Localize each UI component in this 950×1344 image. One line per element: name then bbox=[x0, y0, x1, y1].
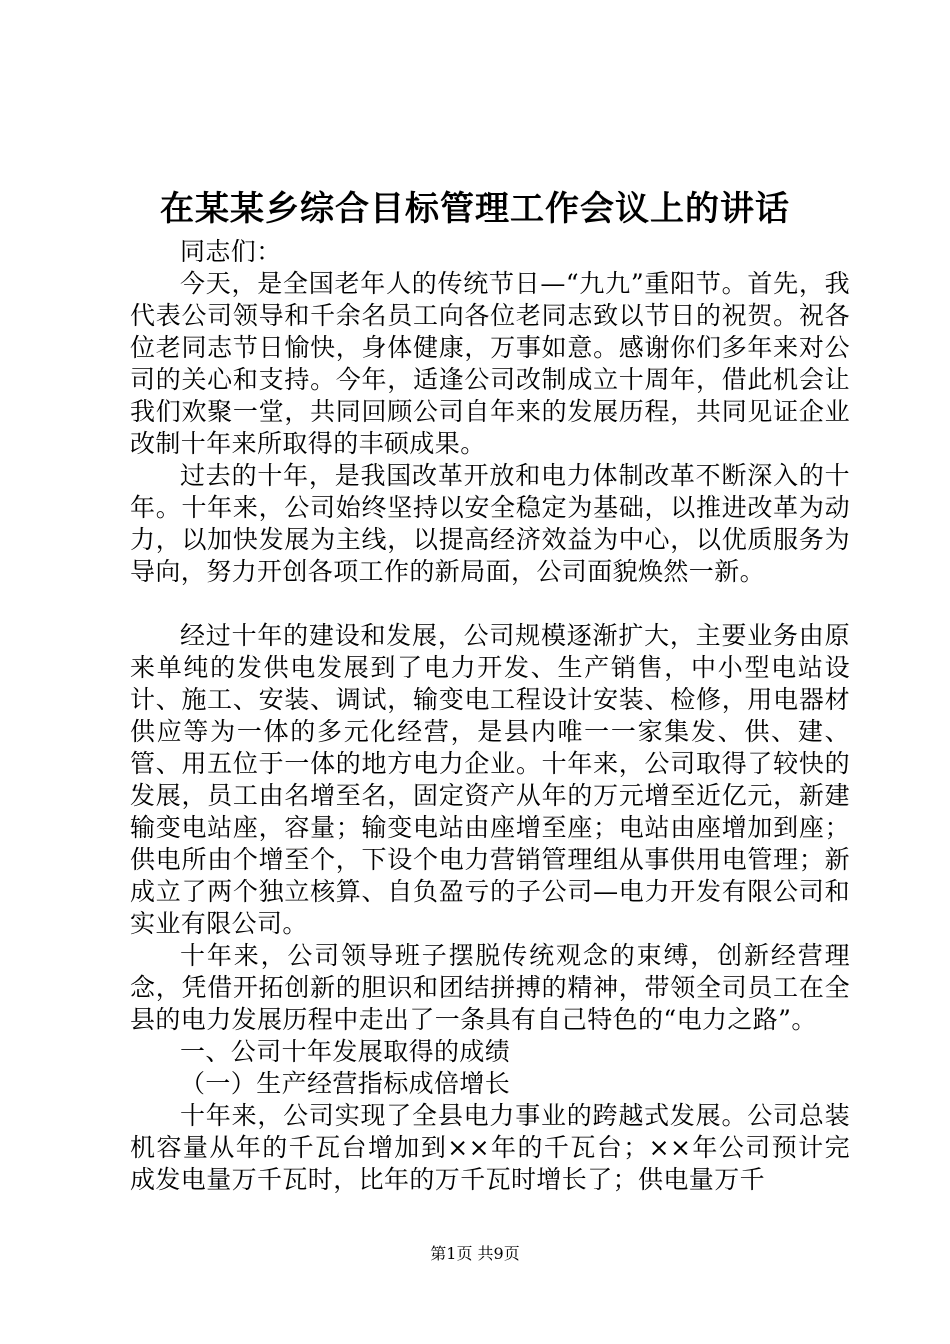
subsection-heading: （一）生产经营指标成倍增长 bbox=[180, 1069, 511, 1098]
section-heading: 一、公司十年发展取得的成绩 bbox=[180, 1037, 511, 1066]
page-number-footer: 第1页 共9页 bbox=[430, 1244, 520, 1263]
document-title: 在某某乡综合目标管理工作会议上的讲话 bbox=[160, 189, 790, 229]
body-paragraph: 十年来，公司领导班子摆脱传统观念的束缚，创新经营理念，凭借开拓创新的胆识和团结拼搏的精神，带领全司员工在全县的电力发展历程中走出了一条具有自己特色的“电力之路”。 bbox=[130, 941, 850, 1034]
body-paragraph: 经过十年的建设和发展，公司规模逐渐扩大，主要业务由原来单纯的发供电发展到了电力开发、生产销售，中小型电站设计、施工、安装、调试，输变电工程设计安装、检修，用电器材供应等为一体的多元化经营，是县内唯一一家集发、供、建、管、用五位于一体的地方电力企业。十年来，公司取得了较快的发展，员工由名增至名，固定资产从年的万元增至近亿元，新建输变电站座，容量；输变电站由座增至座；电站由座增加到座；供电所由个增至个，下设个电力营销管理组从事供用电管理；新成立了两个独立核算、自负盈亏的子公司—电力开发有限公司和实业有限公司。 bbox=[130, 621, 850, 938]
body-paragraph: 今天，是全国老年人的传统节日—“九九”重阳节。首先，我代表公司领导和千余名员工向各位老同志致以节日的祝贺。祝各位老同志节日愉快，身体健康，万事如意。感谢你们多年来对公司的关心和支持。今年，适逢公司改制成立十周年，借此机会让我们欢聚一堂，共同回顾公司自年来的发展历程，共同见证企业改制十年来所取得的丰硕成果。 bbox=[130, 269, 850, 458]
salutation-paragraph: 同志们： bbox=[180, 237, 282, 266]
body-paragraph: 过去的十年，是我国改革开放和电力体制改革不断深入的十年。十年来，公司始终坚持以安全稳定为基础，以推进改革为动力，以加快发展为主线，以提高经济效益为中心，以优质服务为导向，努力开创各项工作的新局面，公司面貌焕然一新。 bbox=[130, 461, 850, 586]
document-body bbox=[130, 236, 850, 1196]
body-paragraph: 十年来，公司实现了全县电力事业的跨越式发展。公司总装机容量从年的千瓦台增加到××年的千瓦台；××年公司预计完成发电量万千瓦时，比年的万千瓦时增长了；供电量万千 bbox=[130, 1101, 850, 1194]
